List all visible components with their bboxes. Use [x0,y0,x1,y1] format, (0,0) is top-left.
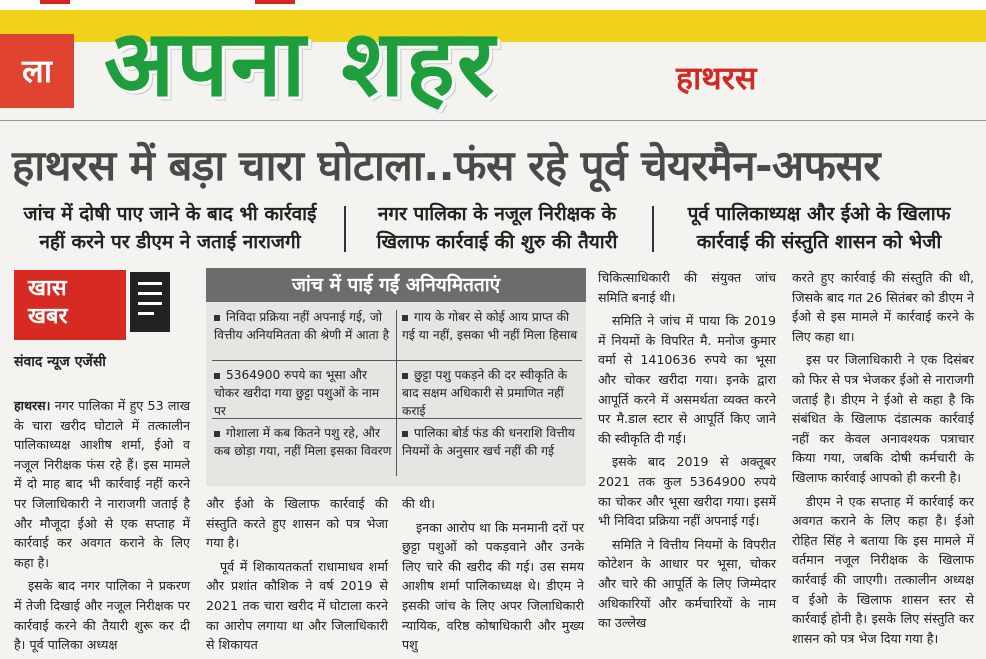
irregularity-item: छुट्टा पशु पकड़ने की दर स्वीकृति के बाद सक्षम अधिकारी से प्रमाणित नहीं कराई [402,368,568,418]
khas-khabar-badge [14,270,126,340]
dateline: हाथरस। [14,398,51,413]
irregularity-item: गाय के गोबर से कोई आय प्राप्त की गई या नहीं, इसका भी नहीं मिला हिसाब [402,310,578,342]
column-2-para-2: पूर्व में शिकायतकर्ता राधामाधव शर्मा और प्रशांत कौशिक ने वर्ष 2019 से 2021 तक चारा खरीद में घोटाला करने का आरोप लगाया था और जिलाधिकारी से शिकायत [206,558,388,653]
badge-line2: खबर [28,304,68,329]
article-column-5 [792,268,974,652]
article-column-2 [206,494,388,659]
subhead-1-line1: जांच में दोषी पाए जाने के बाद भी कार्रवाई [23,203,317,225]
column-1-para-1: नगर पालिका में हुए 53 लाख के चारा खरीद घोटाले में तत्कालीन पालिकाध्यक्ष आशीष शर्मा, ईओ व नजूल निरीक्षक फंस रहे हैं। इस मामले में दो माह बाद भी कार्रवाई नहीं करने पर जिलाधिकारी ने नाराजगी जताई है और मौजूदा ईओ से एक सप्ताह में कार्रवाई कर अवगत कराने के लिए कहा है। [14,398,190,570]
subhead-3-line1: पूर्व पालिकाध्यक्ष और ईओ के खिलाफ [687,203,951,225]
column-4-para-2: समिति ने जांच में पाया कि 2019 में नियमों के विपरित मै. मनोज कुमार वर्मा से 1410636 रुपये का भूसा और चोकर खरीदा गया। इनके द्वारा आपूर्ति करने में असमर्थता व्यक्त करने पर मै.डाल स्टार से आपूर्ति किए जाने की स्वीकृति दी गई। [598,313,776,446]
subhead-divider [652,206,654,252]
subhead-2-line1: नगर पालिका के नजूल निरीक्षक के [377,203,617,225]
column-4-para-3: इसके बाद 2019 से अक्तूबर 2021 तक कुल 5364900 रुपये का चोकर और भूसा खरीदा गया। इसमें भी निविदा प्रक्रिया नहीं अपनाई गई। [598,454,776,529]
top-tick [40,0,70,4]
irregularity-item: 5364900 रुपये का भूसा और चोकर खरीदा गया छुट्टा पशुओं के नाम पर [214,368,380,418]
column-2-para-1: और ईओ के खिलाफ कार्रवाई की संस्तुति करते हुए शासन को पत्र भेजा गया है। [206,496,388,551]
box-divider [212,360,582,361]
main-headline: हाथरस में बड़ा चारा घोटाला..फंस रहे पूर्व चेयरमैन-अफसर [12,141,881,190]
irregularities-box-title: जांच में पाई गईं अनियमितताएं [206,268,586,302]
column-1-para-2: इसके बाद नगर पालिका ने प्रकरण में तेजी दिखाई और नजूल निरीक्षक पर कार्रवाई करने की तैयारी शुरू कर दी है। पूर्व पालिका अध्यक्ष [14,578,190,653]
masthead-rule [0,120,986,121]
badge-line1: खास [28,276,67,301]
article-column-1 [14,396,190,659]
article-column-4 [598,268,776,637]
subhead-3 [660,200,978,256]
subhead-2 [352,200,642,256]
city-label: हाथरस [676,59,757,97]
column-5-para-1: करते हुए कार्रवाई की संस्तुति की थी, जिसके बाद गत 26 सितंबर को डीएम ने ईओ से इस मामले में कार्रवाई करने के लिए कहा था। [792,270,974,344]
irregularity-item: पालिका बोर्ड फंड की धनराशि वित्तीय नियमों के अनुसार खर्च नहीं की गई [402,426,575,458]
column-3-para-2: इनका आरोप था कि मनमानी दरों पर छुट्टा पशुओं को पकड़वाने और उनके लिए चारे की खरीद की गई। उस समय आशीष शर्मा पालिकाध्यक्ष थे। डीएम ने इसकी जांच के लिए अपर जिलाधिकारी न्यायिक, वरिष्ठ कोषाधिकारी और मुख्य पशु [402,519,584,653]
column-5-para-3: डीएम ने एक सप्ताह में कार्रवाई कर अवगत कराने के लिए कहा है। ईओ रोहित सिंह ने बताया कि इस मामले में वर्तमान नजूल निरीक्षक के खिलाफ कार्रवाई की जाएगी। तत्कालीन अध्यक्ष व ईओ के खिलाफ शासन स्तर से कार्रवाई होनी है। इसके लिए संस्तुति कर शासन को पत्र भेज दिया गया है। [792,493,974,646]
subhead-3-line2: कार्रवाई की संस्तुति शासन को भेजी [696,231,942,253]
section-tab: ला [0,34,74,108]
subhead-1-line2: नहीं करने पर डीएम ने जताई नाराजगी [39,231,301,253]
box-divider [396,310,397,476]
page-brand-title: अपना शहर [104,10,497,117]
column-3-para-1: की थी। [402,496,436,511]
subhead-1 [10,200,330,256]
article-column-3 [402,494,584,659]
column-4-para-1: चिकित्साधिकारी की संयुक्त जांच समिति बनाई थी। [598,270,776,305]
irregularity-item: गोशाला में कब कितने पशु रहे, और कब छोड़ा गया, नहीं मिला इसका विवरण [214,426,392,458]
column-4-para-4: समिति ने वित्तीय नियमों के विपरीत कोटेशन के आधार पर भूसा, चोकर और चारे की आपूर्ति के लिए जिम्मेदार अधिकारियों और कर्मचारियों के नाम का उल्लेख [598,536,776,631]
irregularity-item: निविदा प्रक्रिया नहीं अपनाई गई, जो वित्तीय अनियमितता की श्रेणी में आता है [214,310,390,342]
agency-byline: संवाद न्यूज एजेंसी [14,354,106,370]
subhead-2-line2: खिलाफ कार्रवाई की शुरु की तैयारी [376,231,618,253]
subhead-divider [344,206,346,252]
newspaper-icon [130,272,170,332]
column-5-para-2: इस पर जिलाधिकारी ने एक दिसंबर को फिर से पत्र भेजकर ईओ से नाराजगी जताई है। डीएम ने ईओ से कहा है कि संबंधित के खिलाफ दंडात्मक कार्रवाई नहीं कर केवल अनावश्यक पत्राचार किया गया, जबकि दोषी कर्मचारी के खिलाफ कार्रवाई आपको ही करनी है। [792,352,974,485]
